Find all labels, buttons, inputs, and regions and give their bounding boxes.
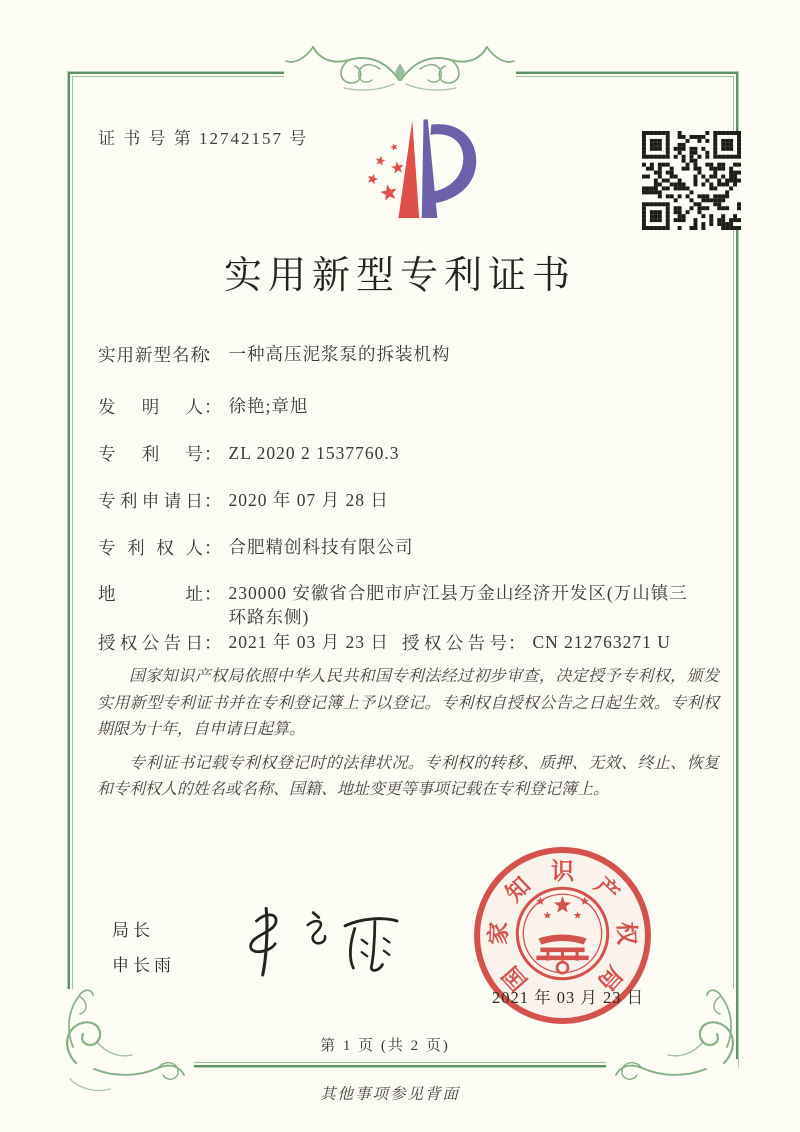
certificate-title: 实用新型专利证书 (223, 255, 576, 297)
svg-text:识: 识 (550, 859, 575, 886)
field-row-patent-number (98, 441, 399, 466)
field-row-patentee (98, 535, 414, 560)
field-row-filing-date (98, 488, 389, 513)
svg-text:局: 局 (592, 960, 627, 996)
field-value: 合肥精创科技有限公司 (228, 537, 414, 557)
field-colon: ： (204, 397, 223, 417)
field-row-grant-number (402, 630, 671, 655)
field-label: 地址 (98, 584, 204, 604)
commissioner-title: 局长 (112, 921, 154, 940)
certificate-number: 证 书 号 第 12742157 号 (98, 129, 309, 148)
field-value: ZL 2020 2 1537760.3 (228, 443, 400, 463)
field-value: 一种高压泥浆泵的拆装机构 (228, 344, 451, 364)
field-label: 专利号 (98, 444, 204, 464)
field-row-grant-date (98, 630, 389, 655)
commissioner-name: 申长雨 (112, 956, 175, 975)
legal-body-text (97, 664, 719, 811)
svg-text:产: 产 (589, 872, 624, 908)
field-colon: ： (204, 444, 223, 464)
field-colon: ： (204, 584, 223, 604)
qr-code (642, 131, 741, 230)
field-row-utility-model-name (98, 342, 451, 367)
commissioner-handwritten-signature (226, 890, 406, 990)
field-label: 专利权人 (98, 538, 204, 558)
field-label: 发明人 (98, 397, 204, 417)
field-row-address (98, 581, 701, 629)
body-paragraph-2: 专利证书记载专利权登记时的法律状况。专利权的转移、质押、无效、终止、恢复和专利权人的姓名或名称、国籍、地址变更等事项记载在专利登记簿上。 (97, 754, 719, 798)
svg-text:家: 家 (485, 921, 513, 946)
body-paragraph-1: 国家知识产权局依照中华人民共和国专利法经过初步审查，决定授予专利权，颁发实用新型专利证书并在专利登记簿上予以登记。专利权自授权公告之日起生效。专利权期限为十年，自申请日起算。 (97, 668, 719, 738)
field-label: 专利申请日 (98, 491, 204, 511)
page-number: 第 1 页 (共 2 页) (320, 1038, 450, 1054)
field-colon: ： (204, 538, 223, 558)
field-value: 2020 年 07 月 28 日 (228, 490, 389, 510)
field-value: 2021 年 03 月 23 日 (228, 632, 389, 652)
field-value: 230000 安徽省合肥市庐江县万金山经济开发区(万山镇三环路东侧) (228, 583, 688, 627)
field-value: 徐艳;章旭 (228, 396, 309, 416)
back-side-note: 其他事项参见背面 (319, 1086, 460, 1103)
svg-text:权: 权 (612, 921, 640, 946)
field-label: 授权公告号 (402, 633, 508, 653)
svg-text:国: 国 (498, 960, 533, 996)
cnipa-logo-icon (348, 116, 480, 224)
field-colon: ： (204, 345, 223, 365)
field-value: CN 212763271 U (532, 632, 671, 652)
field-colon: ： (204, 633, 223, 653)
svg-text:知: 知 (501, 872, 536, 908)
field-label: 实用新型名称 (98, 345, 209, 365)
seal-date: 2021 年 03 月 23 日 (492, 988, 645, 1007)
field-label: 授权公告日 (98, 633, 204, 653)
field-row-inventors (98, 394, 308, 419)
top-ornament-flourish (280, 38, 520, 102)
field-colon: ： (508, 633, 527, 653)
field-colon: ： (204, 491, 223, 511)
